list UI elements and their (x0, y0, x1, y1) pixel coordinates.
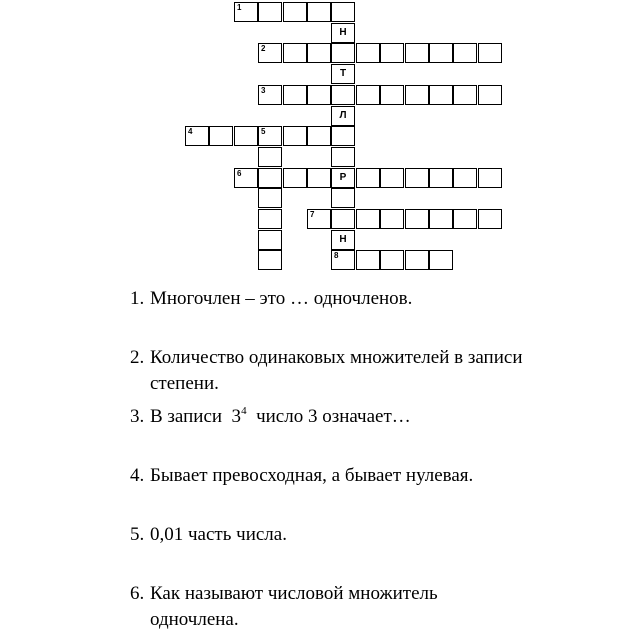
crossword-cell[interactable] (429, 209, 453, 229)
crossword-cell[interactable] (478, 85, 502, 105)
crossword-cell[interactable] (356, 43, 380, 63)
cell-letter: Н (339, 27, 347, 38)
crossword-cell[interactable] (307, 168, 331, 188)
clue-number: 5. (130, 524, 145, 545)
crossword-cell[interactable] (331, 168, 355, 188)
crossword-cell[interactable] (185, 126, 209, 146)
clue-3 (130, 404, 630, 430)
crossword-cell[interactable] (283, 43, 307, 63)
crossword-cell[interactable] (307, 2, 331, 22)
crossword-cell[interactable] (331, 188, 355, 208)
crossword-cell[interactable] (380, 168, 404, 188)
crossword-cell[interactable] (331, 106, 355, 126)
crossword-cell[interactable] (234, 168, 258, 188)
crossword-cell[interactable] (453, 85, 477, 105)
crossword-cell[interactable] (331, 64, 355, 84)
crossword-cell[interactable] (331, 126, 355, 146)
crossword-cell[interactable] (331, 230, 355, 250)
crossword-cell[interactable] (258, 126, 282, 146)
crossword-cell[interactable] (283, 168, 307, 188)
crossword-cell[interactable] (356, 168, 380, 188)
crossword-cell[interactable] (453, 209, 477, 229)
clue-text-continuation: одночлена. (150, 609, 239, 630)
crossword-cell[interactable] (405, 85, 429, 105)
crossword-cell[interactable] (453, 43, 477, 63)
cell-number: 5 (261, 127, 266, 136)
cell-letter: Т (339, 68, 347, 79)
crossword-cell[interactable] (429, 85, 453, 105)
crossword-cell[interactable] (331, 43, 355, 63)
clue-6 (130, 581, 630, 633)
cell-number: 4 (188, 127, 193, 136)
crossword-cell[interactable] (234, 2, 258, 22)
crossword-cell[interactable] (331, 209, 355, 229)
cell-number: 3 (261, 86, 266, 95)
clue-text-after: число 3 означает… (246, 406, 411, 427)
crossword-cell[interactable] (258, 147, 282, 167)
clue-text: Многочлен – это … одночленов. (150, 288, 413, 309)
cell-number: 8 (334, 251, 339, 260)
clue-exponent: 4 (241, 405, 247, 417)
crossword-cell[interactable] (307, 126, 331, 146)
clue-text: Количество одинаковых множителей в записи (150, 347, 523, 368)
crossword-cell[interactable] (283, 2, 307, 22)
crossword-grid (0, 0, 640, 280)
cell-letter: Н (339, 234, 347, 245)
crossword-cell[interactable] (380, 209, 404, 229)
crossword-cell[interactable] (380, 43, 404, 63)
clue-number: 2. (130, 347, 145, 368)
crossword-cell[interactable] (356, 209, 380, 229)
crossword-cell[interactable] (405, 209, 429, 229)
crossword-cell[interactable] (380, 85, 404, 105)
clue-text: Как называют числовой множитель (150, 583, 438, 604)
crossword-cell[interactable] (453, 168, 477, 188)
clue-text-continuation: степени. (150, 373, 219, 394)
crossword-cell[interactable] (283, 126, 307, 146)
cell-number: 1 (237, 3, 242, 12)
crossword-cell[interactable] (258, 250, 282, 270)
clue-text: 0,01 часть числа. (150, 524, 287, 545)
crossword-cell[interactable] (405, 168, 429, 188)
crossword-cell[interactable] (331, 85, 355, 105)
clue-4 (130, 463, 630, 489)
crossword-cell[interactable] (307, 209, 331, 229)
cell-number: 6 (237, 169, 242, 178)
crossword-cell[interactable] (429, 168, 453, 188)
clue-number: 1. (130, 288, 145, 309)
clue-1 (130, 286, 630, 312)
crossword-cell[interactable] (258, 2, 282, 22)
crossword-cell[interactable] (258, 168, 282, 188)
cell-number: 2 (261, 44, 266, 53)
cell-letter: Р (339, 172, 347, 183)
crossword-cell[interactable] (380, 250, 404, 270)
crossword-cell[interactable] (331, 23, 355, 43)
crossword-cell[interactable] (331, 147, 355, 167)
clue-text: В записи 3 (150, 406, 242, 427)
crossword-cell[interactable] (405, 43, 429, 63)
crossword-cell[interactable] (478, 43, 502, 63)
clue-number: 4. (130, 465, 145, 486)
crossword-cell[interactable] (429, 250, 453, 270)
crossword-cell[interactable] (283, 85, 307, 105)
crossword-cell[interactable] (258, 188, 282, 208)
crossword-cell[interactable] (478, 209, 502, 229)
clue-number: 3. (130, 406, 145, 427)
crossword-cell[interactable] (258, 209, 282, 229)
crossword-cell[interactable] (307, 85, 331, 105)
clue-2 (130, 345, 630, 397)
crossword-cell[interactable] (209, 126, 233, 146)
crossword-cell[interactable] (356, 250, 380, 270)
crossword-cell[interactable] (258, 85, 282, 105)
clue-number: 6. (130, 583, 145, 604)
crossword-cell[interactable] (429, 43, 453, 63)
crossword-cell[interactable] (405, 250, 429, 270)
crossword-cell[interactable] (307, 43, 331, 63)
crossword-cell[interactable] (234, 126, 258, 146)
crossword-cell[interactable] (478, 168, 502, 188)
crossword-cell[interactable] (356, 85, 380, 105)
clue-text: Бывает превосходная, а бывает нулевая. (150, 465, 474, 486)
crossword-cell[interactable] (258, 43, 282, 63)
cell-number: 7 (310, 210, 315, 219)
crossword-cell[interactable] (331, 250, 355, 270)
cell-letter: Л (339, 110, 347, 121)
clue-5 (130, 522, 630, 548)
crossword-cell[interactable] (258, 230, 282, 250)
crossword-cell[interactable] (331, 2, 355, 22)
